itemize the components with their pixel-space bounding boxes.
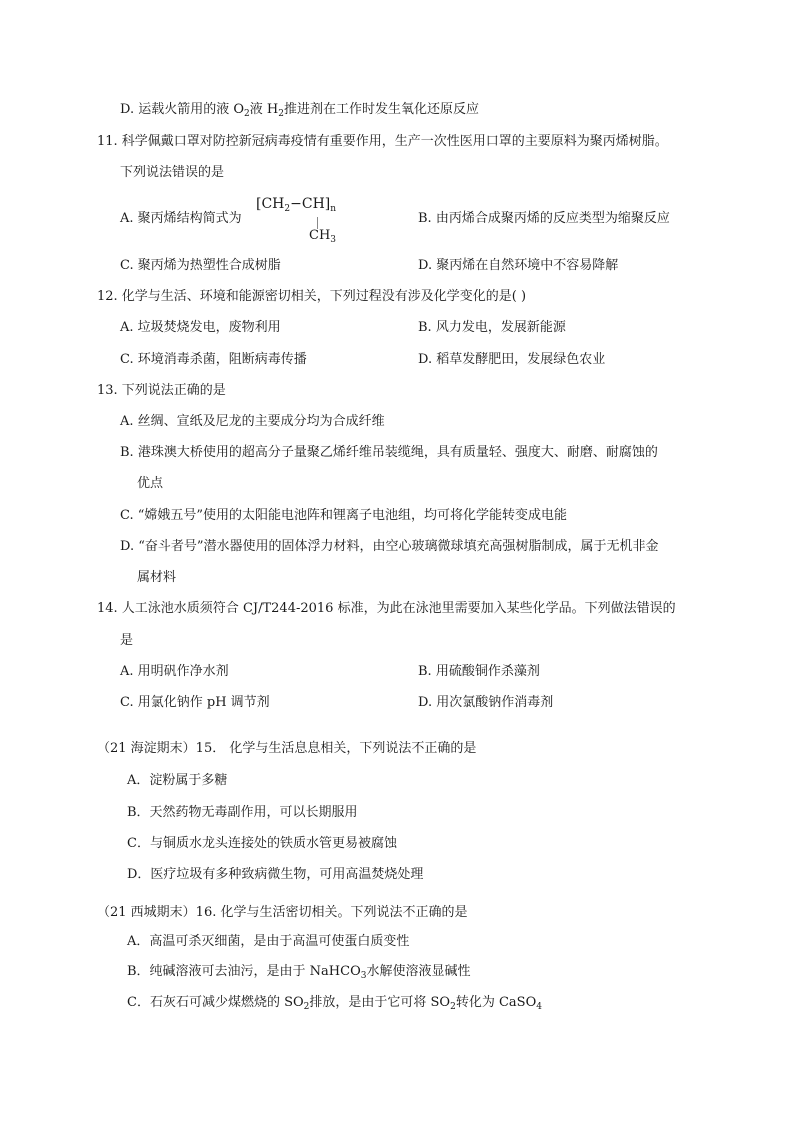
q15-option-c: C．与铜质水龙头连接处的铁质水管更易被腐蚀 [127, 836, 397, 851]
q16-option-a: A．高温可杀灭细菌，是由于高温可使蛋白质变性 [127, 934, 410, 949]
q14-option-d: D. 用次氯酸钠作消毒剂 [418, 695, 554, 710]
q13-option-a: A. 丝绸、宣纸及尼龙的主要成分均为合成纤维 [120, 414, 385, 429]
q11-stem-line2: 下列说法错误的是 [120, 165, 225, 180]
q13-stem: 13. 下列说法正确的是 [97, 383, 226, 398]
q11-stem-line1: 11. 科学佩戴口罩对防控新冠病毒疫情有重要作用，生产一次性医用口罩的主要原料为聚丙烯树脂。 [97, 134, 668, 149]
q14-option-a: A. 用明矾作净水剂 [120, 664, 229, 679]
q14-option-c: C. 用氯化钠作 pH 调节剂 [120, 695, 270, 710]
q15-option-b: B．天然药物无毒副作用，可以长期服用 [127, 805, 358, 820]
q13-option-d-line2: 属材料 [137, 570, 177, 585]
q11-option-b: B. 由丙烯合成聚丙烯的反应类型为缩聚反应 [418, 211, 670, 226]
formula-main-chain: $[CH_2-CH]_n$ [256, 196, 337, 214]
q15-option-a: A．淀粉属于多糖 [127, 773, 228, 788]
q12-option-b: B. 风力发电，发展新能源 [418, 320, 566, 335]
q13-option-b-line2: 优点 [137, 476, 164, 491]
q16-option-c: C．石灰石可减少煤燃烧的 $SO_2$排放，是由于它可将 $SO_2$转化为 CaSO$_4$ [127, 995, 542, 1012]
q10-option-d: D. 运载火箭用的液 $O_2$液 $H_2$推进剂在工作时发生氧化还原反应 [120, 102, 479, 119]
q12-option-d: D. 稻草发酵肥田，发展绿色农业 [418, 352, 606, 367]
q11-option-a: A. 聚丙烯结构简式为 [120, 211, 242, 226]
q14-stem-line2: 是 [120, 633, 134, 648]
q15-stem: （21 海淀期末）15． 化学与生活息息相关，下列说法不正确的是 [97, 741, 477, 756]
q12-stem: 12. 化学与生活、环境和能源密切相关，下列过程没有涉及化学变化的是( ) [97, 289, 527, 304]
q11-option-c: C. 聚丙烯为热塑性合成树脂 [120, 258, 281, 273]
q12-option-c: C. 环境消毒杀菌，阻断病毒传播 [120, 352, 307, 367]
polypropylene-formula [256, 196, 366, 250]
q14-option-b: B. 用硫酸铜作杀藻剂 [418, 664, 540, 679]
q13-option-d-line1: D. “奋斗者号”潜水器使用的固体浮力材料，由空心玻璃微球填充高强树脂制成，属于无机非金 [120, 539, 659, 554]
q12-option-a: A. 垃圾焚烧发电，废物利用 [120, 320, 281, 335]
q16-stem: （21 西城期末）16. 化学与生活密切相关。下列说法不正确的是 [97, 905, 468, 920]
q14-stem-line1: 14. 人工泳池水质须符合 CJ/T244-2016 标准，为此在泳池里需要加入某些化学品。下列做法错误的 [97, 601, 676, 616]
q13-option-c: C. “嫦娥五号”使用的太阳能电池阵和锂离子电池组，均可将化学能转变成电能 [120, 508, 568, 523]
q11-option-d: D. 聚丙烯在自然环境中不容易降解 [418, 258, 619, 273]
formula-methyl-branch: $CH_3$ [309, 228, 337, 245]
q13-option-b-line1: B. 港珠澳大桥使用的超高分子量聚乙烯纤维吊装缆绳，具有质量轻、强度大、耐磨、耐腐蚀的 [120, 445, 658, 460]
q15-option-d: D．医疗垃圾有多种致病微生物，可用高温焚烧处理 [127, 867, 424, 882]
q16-option-b: B．纯碱溶液可去油污，是由于 NaHCO$_3$水解使溶液显碱性 [127, 964, 471, 981]
